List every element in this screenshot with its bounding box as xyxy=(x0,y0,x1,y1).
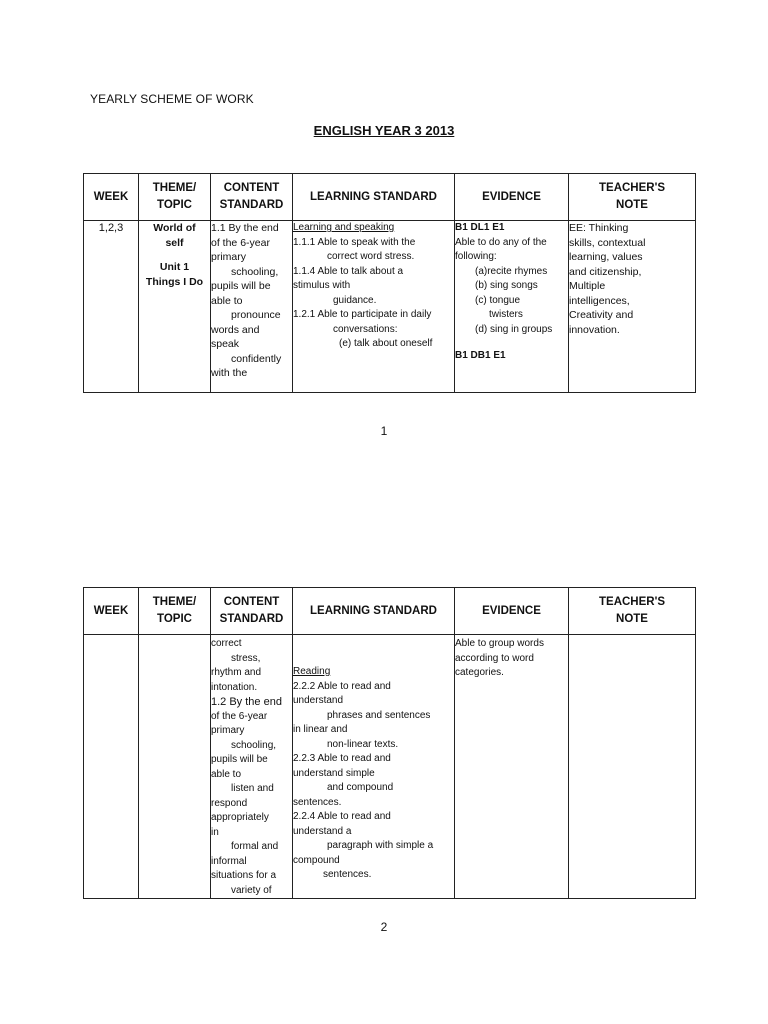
header-content-line1: CONTENT xyxy=(223,182,280,194)
note-line: Multiple xyxy=(569,280,606,292)
evidence-line: following: xyxy=(455,251,497,262)
learning-line: guidance. xyxy=(333,294,377,306)
evidence-line: Able to group words xyxy=(455,638,544,649)
header-teacher-line1: TEACHER'S xyxy=(599,182,665,194)
note-line: innovation. xyxy=(569,323,620,336)
content-line: schooling, xyxy=(231,739,277,751)
header-content-line1: CONTENT xyxy=(223,596,280,608)
header-week: WEEK xyxy=(84,174,139,221)
content-line: pronounce xyxy=(231,309,281,321)
note-line: skills, contextual xyxy=(569,236,646,249)
learning-standard-cell xyxy=(293,221,455,393)
header-theme-line1: THEME/ xyxy=(152,596,197,608)
scheme-table-page-2 xyxy=(83,587,696,899)
learning-line: 2.2.3 Able to read and xyxy=(293,753,391,764)
learning-line: understand xyxy=(293,695,344,706)
header-learning-standard: LEARNING STANDARD xyxy=(293,174,455,221)
header-week: WEEK xyxy=(84,588,139,635)
note-line: and citizenship, xyxy=(569,265,642,278)
content-line: able to xyxy=(211,294,243,307)
theme-line: self xyxy=(165,236,184,249)
evidence-code: B1 DL1 E1 xyxy=(455,222,505,233)
teachers-note-cell xyxy=(569,635,696,899)
header-content-line2: STANDARD xyxy=(219,199,284,211)
content-line: in xyxy=(211,826,219,838)
content-standard-cell xyxy=(211,221,293,393)
content-standard-cell xyxy=(211,635,293,899)
content-line: appropriately xyxy=(211,812,269,823)
content-line: schooling, xyxy=(231,265,279,278)
note-line: Creativity and xyxy=(569,309,634,321)
content-line: listen and xyxy=(231,783,274,794)
header-evidence: EVIDENCE xyxy=(455,174,569,221)
content-line: primary xyxy=(211,251,247,263)
header-theme-line1: THEME/ xyxy=(152,182,197,194)
note-line: intelligences, xyxy=(569,294,630,307)
document-title xyxy=(0,123,768,138)
content-line: with the xyxy=(211,367,248,379)
learning-line: 2.2.2 Able to read and xyxy=(293,680,391,692)
table-row xyxy=(84,221,696,393)
content-line: respond xyxy=(211,797,248,809)
evidence-code: B1 DB1 E1 xyxy=(455,350,506,361)
content-line: informal xyxy=(211,855,247,867)
table-header-row xyxy=(84,588,696,635)
evidence-line: Able to do any of the xyxy=(455,236,547,248)
evidence-line: (d) sing in groups xyxy=(475,323,553,335)
learning-line: 2.2.4 Able to read and xyxy=(293,811,391,822)
learning-line: sentences. xyxy=(293,796,342,808)
content-line: of the 6-year xyxy=(211,236,270,249)
page-number: 2 xyxy=(380,920,388,934)
content-line: stress, xyxy=(231,652,261,664)
document-heading: YEARLY SCHEME OF WORK xyxy=(90,92,254,106)
header-teacher-line1: TEACHER'S xyxy=(599,596,665,608)
learning-line: sentences. xyxy=(323,869,372,880)
learning-line: (e) talk about oneself xyxy=(339,338,433,349)
theme-cell xyxy=(139,635,211,899)
evidence-line: (a)recite rhymes xyxy=(475,265,548,277)
header-teacher-line2: NOTE xyxy=(616,199,648,211)
header-teachers-note xyxy=(569,588,696,635)
content-line: confidently xyxy=(231,352,282,365)
header-theme-line2: TOPIC xyxy=(157,199,192,211)
header-teachers-note xyxy=(569,174,696,221)
content-line: intonation. xyxy=(211,681,258,693)
week-cell: 1,2,3 xyxy=(84,221,139,393)
content-line: of the 6-year xyxy=(211,710,268,722)
header-content-standard xyxy=(211,174,293,221)
theme-line: Things I Do xyxy=(145,275,204,288)
page-number: 1 xyxy=(380,424,388,438)
header-content-standard xyxy=(211,588,293,635)
header-theme-topic xyxy=(139,174,211,221)
content-line: 1.2 By the end xyxy=(211,696,282,708)
content-line: pupils will be xyxy=(211,280,271,292)
content-line: formal and xyxy=(231,841,279,852)
content-line: 1.1 By the end xyxy=(211,222,279,234)
learning-line: correct word stress. xyxy=(327,251,415,262)
content-line: correct xyxy=(211,638,242,649)
evidence-line: according to word xyxy=(455,652,534,664)
learning-standard-cell xyxy=(293,635,455,899)
note-line: learning, values xyxy=(569,251,643,263)
evidence-line: twisters xyxy=(489,309,523,320)
learning-line: 1.1.4 Able to talk about a xyxy=(293,265,404,277)
theme-cell xyxy=(139,221,211,393)
header-theme-line2: TOPIC xyxy=(157,613,192,625)
theme-line: World of xyxy=(153,222,196,234)
learning-line: 1.2.1 Able to participate in daily xyxy=(293,309,432,320)
scheme-table-page-1 xyxy=(83,173,696,393)
learning-line: phrases and sentences xyxy=(327,709,431,721)
evidence-line: (b) sing songs xyxy=(475,280,538,291)
evidence-cell xyxy=(455,635,569,899)
evidence-line: (c) tongue xyxy=(475,294,521,306)
content-line: words and xyxy=(211,323,260,336)
learning-heading: Learning and speaking xyxy=(293,222,395,233)
header-content-line2: STANDARD xyxy=(219,613,284,625)
content-line: variety of xyxy=(231,884,272,896)
theme-line: Unit 1 xyxy=(159,261,190,273)
header-theme-topic xyxy=(139,588,211,635)
evidence-cell xyxy=(455,221,569,393)
learning-line: 1.1.1 Able to speak with the xyxy=(293,236,416,248)
header-teacher-line2: NOTE xyxy=(616,613,648,625)
evidence-line: categories. xyxy=(455,667,504,678)
week-cell xyxy=(84,635,139,899)
learning-heading: Reading xyxy=(293,666,331,677)
content-line: able to xyxy=(211,768,242,780)
learning-line: non-linear texts. xyxy=(327,738,399,750)
learning-line: conversations: xyxy=(333,323,398,335)
learning-line: in linear and xyxy=(293,724,348,735)
document-title-text: ENGLISH YEAR 3 2013 xyxy=(313,123,455,138)
learning-line: understand a xyxy=(293,825,352,837)
table-header-row xyxy=(84,174,696,221)
table-row xyxy=(84,635,696,899)
note-line: EE: Thinking xyxy=(569,222,629,234)
content-line: situations for a xyxy=(211,870,277,881)
content-line: primary xyxy=(211,725,245,736)
header-evidence: EVIDENCE xyxy=(455,588,569,635)
learning-line: understand simple xyxy=(293,767,375,779)
content-line: pupils will be xyxy=(211,754,268,765)
learning-line: stimulus with xyxy=(293,280,351,291)
learning-line: compound xyxy=(293,854,340,866)
content-line: rhythm and xyxy=(211,667,262,678)
content-line: speak xyxy=(211,338,240,350)
learning-line: and compound xyxy=(327,782,394,793)
header-learning-standard: LEARNING STANDARD xyxy=(293,588,455,635)
teachers-note-cell xyxy=(569,221,696,393)
learning-line: paragraph with simple a xyxy=(327,840,434,851)
